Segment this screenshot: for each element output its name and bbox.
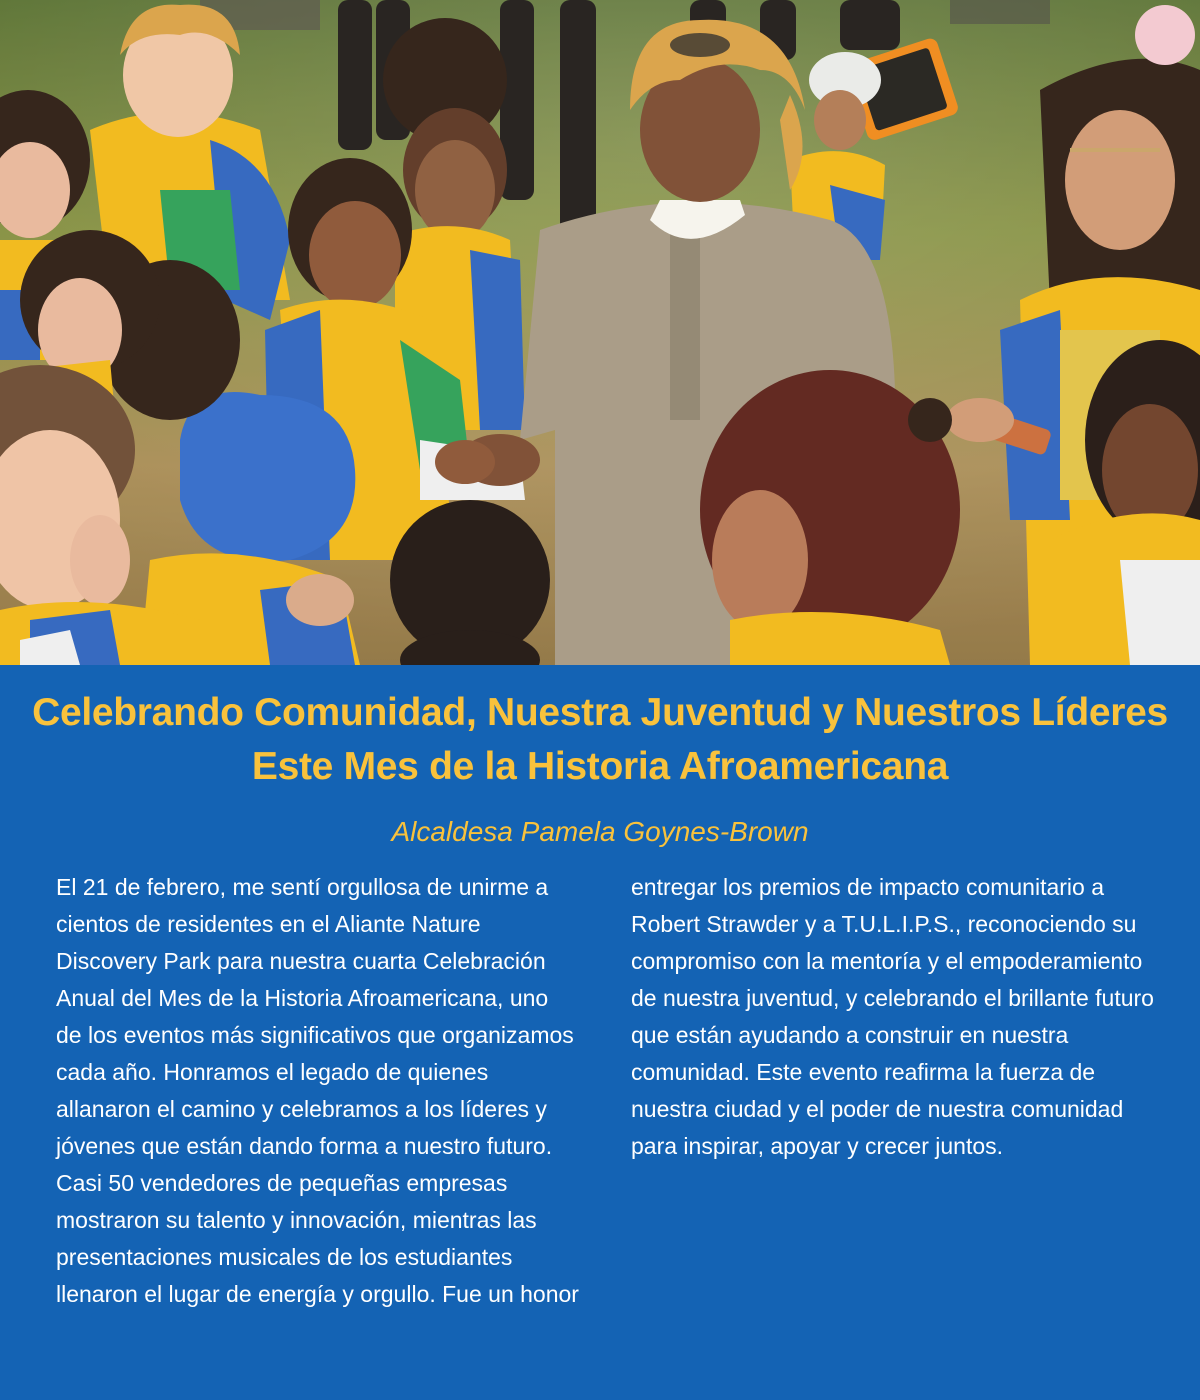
- author-byline: Alcaldesa Pamela Goynes-Brown: [391, 816, 809, 847]
- event-photo: [0, 0, 1200, 665]
- article-title: Celebrando Comunidad, Nuestra Juventud y Nuestros Líderes Este Mes de la Historia Afroamericana: [32, 691, 1168, 788]
- article-body: El 21 de febrero, me sentí orgullosa de unirme a cientos de residentes en el Aliante Nature Discovery Park para nuestra cuarta Celebración Anual del Mes de la Historia Afroamericana, uno de los eventos más significativos que organizamos cada año. Honramos el legado de quienes allanaron el camino y celebramos a los líderes y jóvenes que están dando forma a nuestro futuro. Casi 50 vendedores de pequeñas empresas mostraron su talento y innovación, mientras las presentaciones musicales de los estudiantes llenaron el lugar de energía y orgullo. Fue un honor entregar los premios de impacto comunitario a Robert Strawder y a T.U.L.I.P.S., reconociendo su compromiso con la mentoría y el empoderamiento de nuestra juventud, y celebrando el brillante futuro que están ayudando a construir en nuestra comunidad. Este evento reafirma la fuerza de nuestra ciudad y el poder de nuestra comunidad para inspirar, apoyar y crecer juntos.: [56, 874, 1154, 1307]
